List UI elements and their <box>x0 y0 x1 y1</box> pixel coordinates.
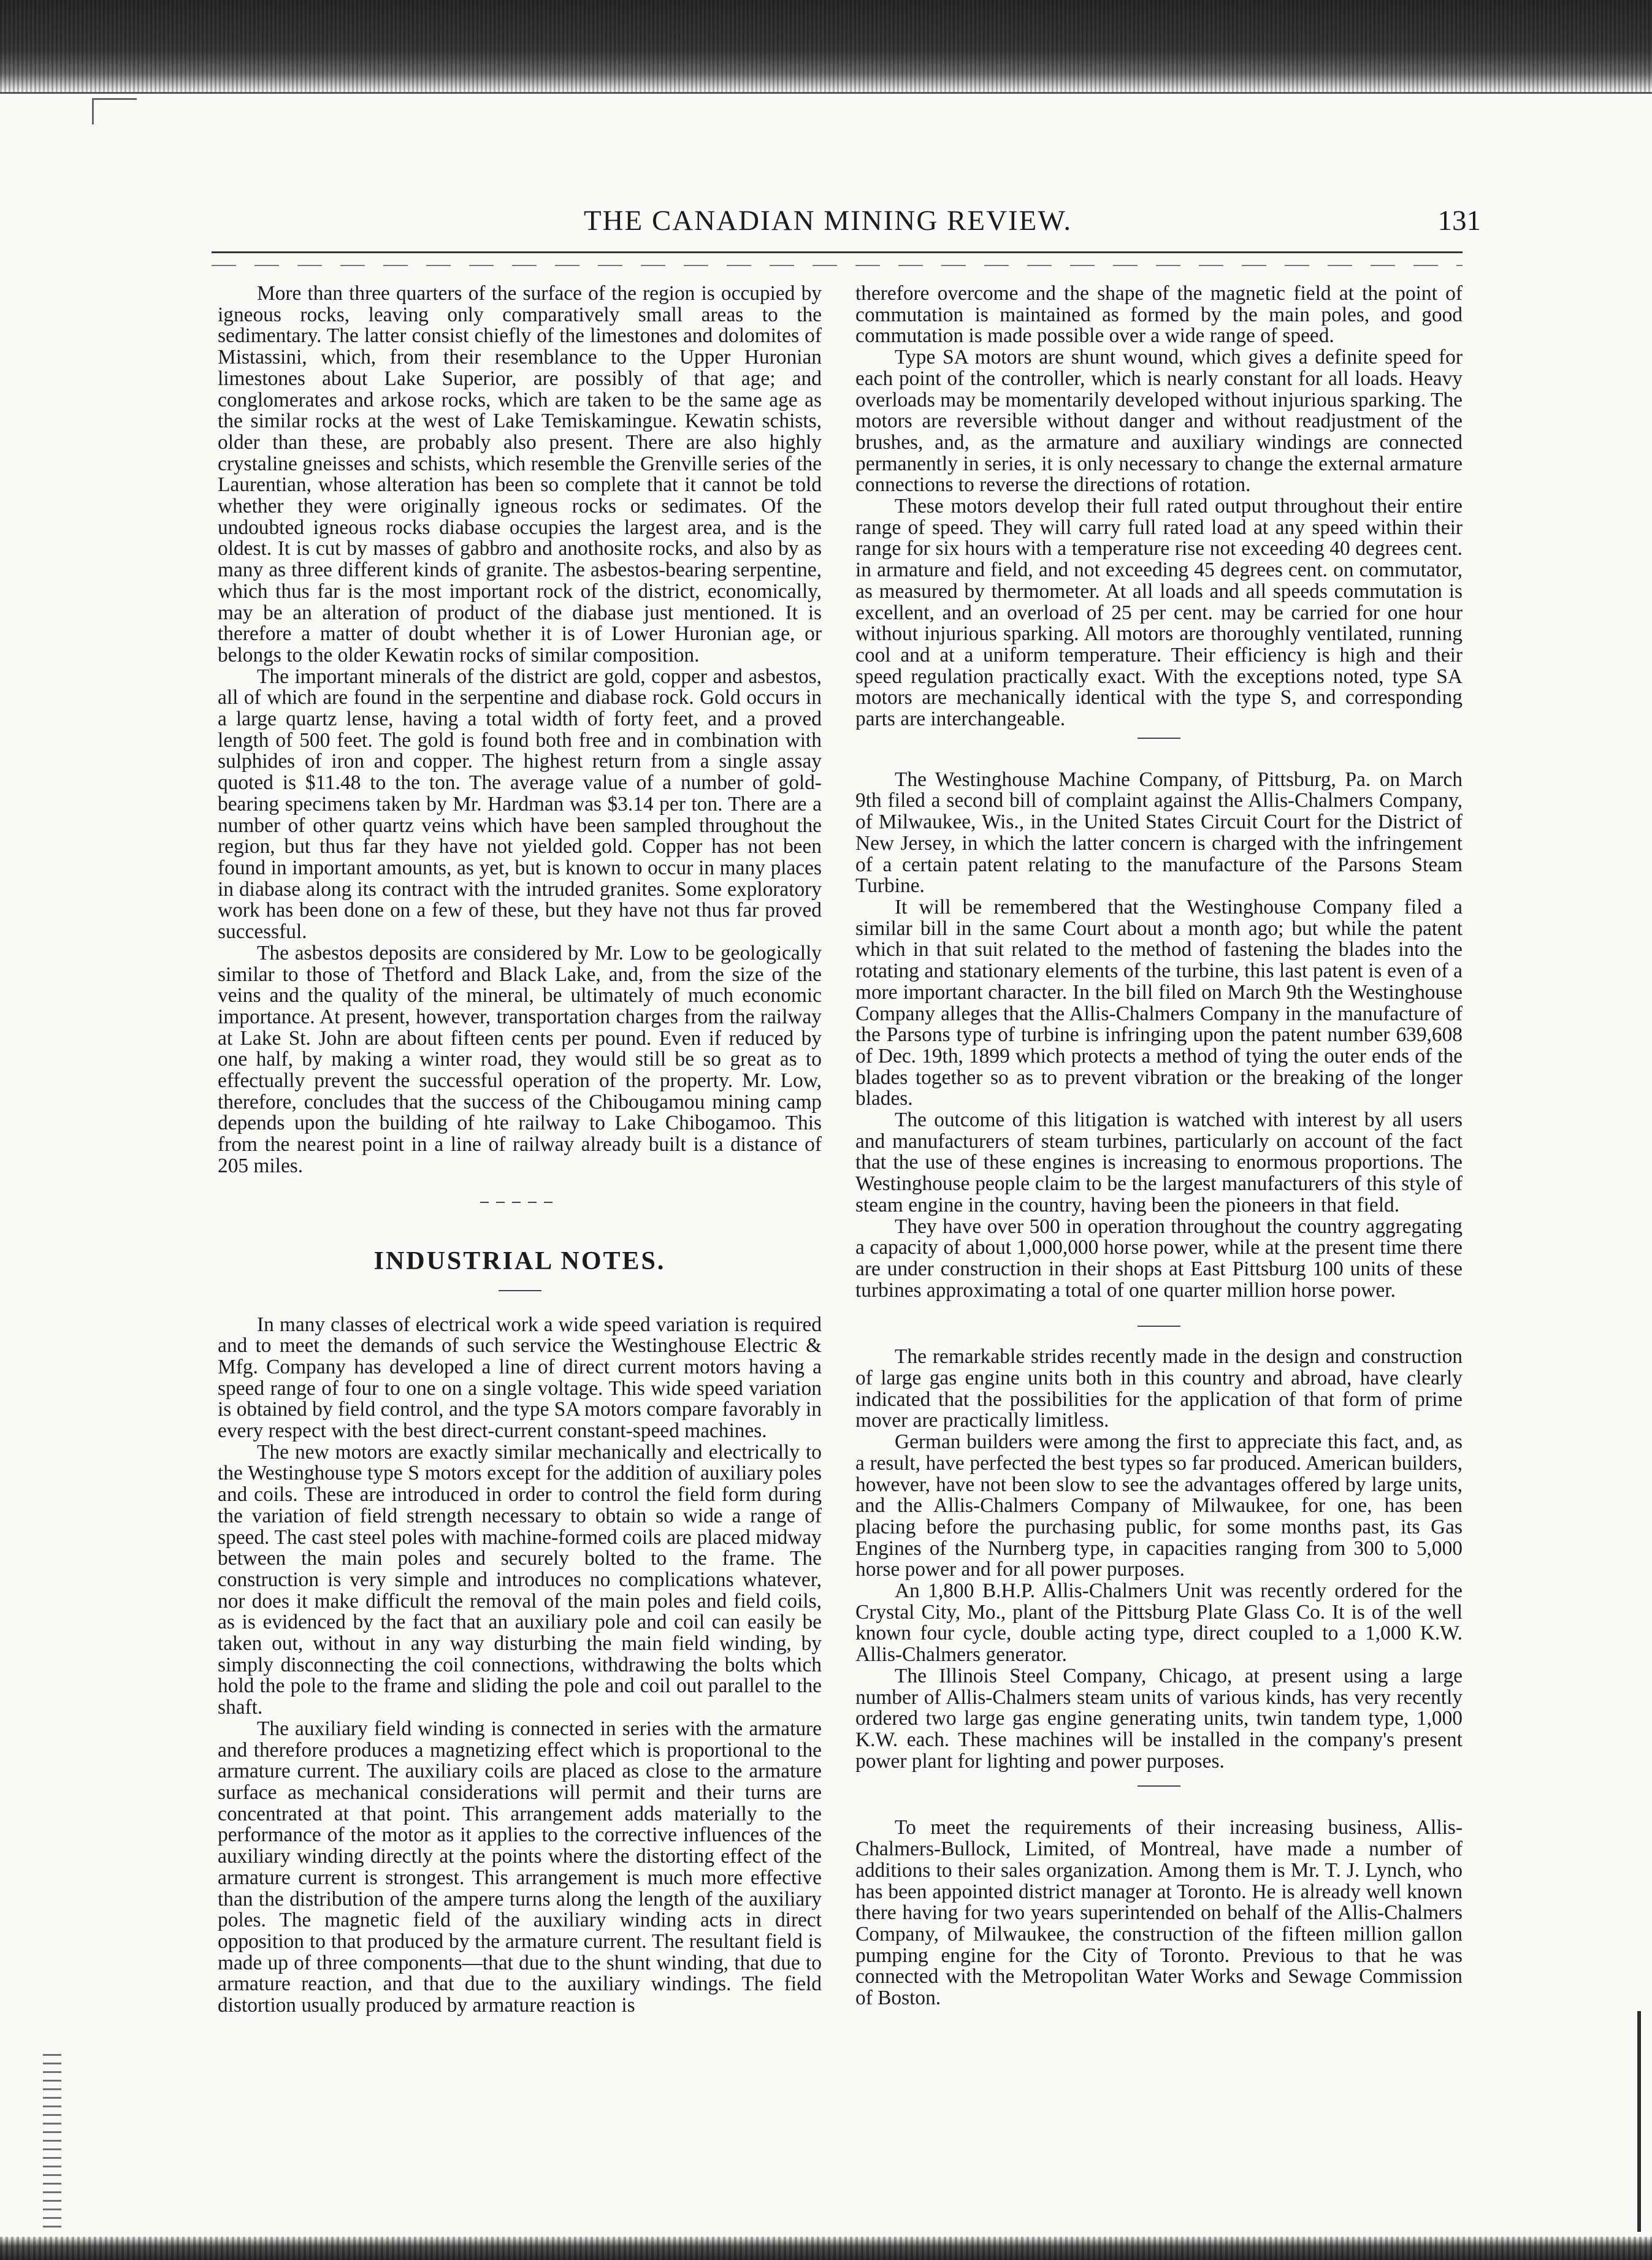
section-heading: INDUSTRIAL NOTES. <box>373 1246 666 1275</box>
paragraph: It will be remembered that the Westinghouse Company filed a similar bill in the same Court about a month ago; but while the patent which in that suit related to the method of fastening the blades into the rotating and stationary elements of the turbine, this last patent is even of a more important character. In the bill filed on March 9th the Westinghouse Company alleges that the Allis-Chalmers Company in the manufacture of the Parsons type of turbine is infringing upon the patent number 639,608 of Dec. 19th, 1899 which protects a method of tying the outer ends of the blades together so as to prevent vibration or the breaking of the longer blades. <box>855 895 1463 1110</box>
paragraph: These motors develop their full rated output throughout their entire range of speed. They will carry full rated load at any speed within their range for six hours with a temperature rise not exceeding 40 degrees cent. in armature and field, and not exceeding 45 degrees cent. on commutator, as measured by thermometer. At all loads and all speeds commutation is excellent, and an overload of 25 per cent. may be carried for one hour without injurious sparking. All motors are thoroughly ventilated, running cool and at a uniform temperature. Their efficiency is high and their speed regulation practically exact. With the exceptions noted, type SA motors are mechanically identical with the type S, and corresponding parts are interchangeable. <box>855 495 1463 731</box>
paragraph: The Westinghouse Machine Company, of Pittsburg, Pa. on March 9th filed a second bill of complaint against the Allis-Chalmers Company, of Milwaukee, Wis., in the United States Circuit Court for the District of New Jersey, in which the latter concern is charged with the infringement of a certain patent relating to the manufacture of the Parsons Steam Turbine. <box>855 768 1463 898</box>
paragraph: The auxiliary field winding is connected in series with the armature and therefore produces a magnetizing effect which is proportional to the armature current. The auxiliary coils are placed as close to the armature surface as mechanical considerations will permit and their turns are concentrated at that point. This arrangement adds materially to the performance of the motor as it applies to the corrective influences of the auxiliary winding directly at the points where the distorting effect of the armature current is strongest. This arrangement is much more effective than the distribution of the ampere turns along the length of the auxiliary poles. The magnetic field of the auxiliary winding acts in direct opposition to that produced by the armature current. The resultant field is made up of three components—that due to the shunt winding, that due to armature reaction, and that due to the auxiliary windings. The field distortion usually produced by armature reaction is <box>218 1717 822 2017</box>
paragraph: To meet the requirements of their increasing business, Allis-Chalmers-Bullock, Limited, of Montreal, have made a number of additions to their sales organization. Among them is Mr. T. J. Lynch, who has been appointed district manager at Toronto. He is already well known there having for two years superintended on behalf of the Allis-Chalmers Company, of Milwaukee, the construction of the fifteen million gallon pumping engine for the City of Toronto. Previous to that he was connected with the Metropolitan Water Works and Sewage Commission of Boston. <box>855 1816 1463 2010</box>
right-column <box>855 283 1463 2009</box>
page-title: THE CANADIAN MINING REVIEW. <box>583 205 1073 237</box>
paragraph: The new motors are exactly similar mechanically and electrically to the Westinghouse type S motors except for the addition of auxiliary poles and coils. These are introduced in order to control the field form during the variation of field strength necessary to obtain so wide a range of speed. The cast steel poles with machine-formed coils are placed midway between the main poles and securely bolted to the frame. The construction is very simple and introduces no complications whatever, nor does it make difficult the removal of the main poles and field coils, as is evidenced by the fact that an auxiliary pole and coil can easily be taken out, without in any way disturbing the main field winding, by simply disconnecting the coil connections, withdrawing the bolts which hold the pole to the frame and sliding the pole and coil out parallel to the shaft. <box>218 1440 822 1719</box>
scan-left-edge <box>43 2054 61 2232</box>
header-rule-dashed <box>212 265 1463 266</box>
paragraph: Type SA motors are shunt wound, which gives a definite speed for each point of the controller, which is nearly constant for all loads. Heavy overloads may be momentarily developed without injurious sparking. The motors are reversible without danger and without readjustment of the brushes, and, as the armature and auxiliary windings are connected permanently in series, it is only necessary to change the external armature connections to reverse the directions of rotation. <box>855 346 1463 497</box>
paragraph: The remarkable strides recently made in the design and construction of large gas engine units both in this country and abroad, have clearly indicated that the possibilities for the application of that form of prime mover are practically limitless. <box>855 1345 1463 1432</box>
paragraph: More than three quarters of the surface of the region is occupied by igneous rocks, leaving only comparatively small areas to the sedimentary. The latter consist chiefly of the limestones and dolomites of Mistassini, which, from their resemblance to the Upper Huronian limestones about Lake Superior, are possibly of that age; and conglomerates and arkose rocks, which are taken to be the same age as the similar rocks at the west of Lake Temiskamingue. Kewatin schists, older than these, are probably also present. There are also highly crystaline gneisses and schists, which resemble the Grenville series of the Laurentian, whose alteration has been so complete that it cannot be told whether they were originally igneous rocks or sedimates. Of the undoubted igneous rocks diabase occupies the largest area, and is the oldest. It is cut by masses of gabbro and anothosite rocks, and also by as many as three different kinds of granite. The asbestos-bearing serpentine, which thus far is the most important rock of the district, economically, may be an alteration of product of the diabase just mentioned. It is therefore a matter of doubt whether it is of Lower Huronian age, or belongs to the older Kewatin rocks of similar composition. <box>218 282 822 666</box>
paragraph: They have over 500 in operation throughout the country aggregating a capacity of about 1,000,000 horse power, while at the present time there are under construction in their shops at East Pittsburg 100 units of these turbines approximating a total of one quarter million horse power. <box>855 1215 1463 1302</box>
scan-corner-mark <box>92 98 137 124</box>
paragraph: The asbestos deposits are considered by Mr. Low to be geologically similar to those of Thetford and Black Lake, and, from the size of the veins and the quality of the mineral, be ultimately of much economic importance. At present, however, transportation charges from the railway at Lake St. John are about fifteen cents per pound. Even if reduced by one half, by making a winter road, they would still be so great as to effectually prevent the successful operation of the property. Mr. Low, therefore, concludes that the success of the Chibougamou mining camp depends upon the building of hte railway to Lake Chibogamoo. This from the nearest point in a line of railway already built is a distance of 205 miles. <box>218 941 822 1177</box>
paragraph: In many classes of electrical work a wide speed variation is required and to meet the demands of such service the Westinghouse Electric & Mfg. Company has developed a line of direct current motors having a speed range of four to one on a single voltage. This wide speed variation is obtained by field control, and the type SA motors compare favorably in every respect with the best direct-current constant-speed machines. <box>218 1313 822 1443</box>
paragraph: The Illinois Steel Company, Chicago, at present using a large number of Allis-Chalmers steam units of various kinds, has very recently ordered two large gas engine generating units, twin tandem type, 1,000 K.W. each. These machines will be installed in the company's present power plant for lighting and power purposes. <box>855 1664 1463 1773</box>
scan-bottom-border <box>0 2237 1652 2260</box>
paragraph: An 1,800 B.H.P. Allis-Chalmers Unit was recently ordered for the Crystal City, Mo., plant of the Pittsburg Plate Glass Co. It is of the well known four cycle, double acting type, direct coupled to a 1,000 K.W. Allis-Chalmers generator. <box>855 1579 1463 1666</box>
page-number: 131 <box>1437 205 1481 237</box>
scan-top-border <box>0 0 1652 92</box>
scan-right-edge <box>1637 2011 1641 2232</box>
paragraph: therefore overcome and the shape of the magnetic field at the point of commutation is maintained as formed by the main poles, and good commutation is made possible over a wide range of speed. <box>855 282 1463 348</box>
paragraph: The outcome of this litigation is watched with interest by all users and manufacturers of steam turbines, particularly on account of the fact that the use of these engines is increasing to enormous proportions. The Westinghouse people claim to be the largest manufacturers of this style of steam engine in the country, having been the pioneers in that field. <box>855 1109 1463 1216</box>
paragraph: German builders were among the first to appreciate this fact, and, as a result, have perfected the best types so far produced. American builders, however, have not been slow to see the advantages offered by large units, and the Allis-Chalmers Company of Milwaukee, for one, has been placing before the purchasing public, for some months past, its Gas Engines of the Nurnberg type, in capacities ranging from 300 to 5,000 horse power and for all power purposes. <box>855 1430 1463 1581</box>
left-column <box>218 283 822 2017</box>
scan-top-rule <box>0 92 1652 94</box>
paragraph: The important minerals of the district are gold, copper and asbestos, all of which are found in the serpentine and diabase rock. Gold occurs in a large quartz lense, having a total width of forty feet, and a proved length of 500 feet. The gold is found both free and in combination with sulphides of iron and copper. The highest return from a single assay quoted is $11.48 to the ton. The average value of a number of gold-bearing specimens taken by Mr. Hardman was $3.14 per ton. There are a number of other quartz veins which have been sampled throughout the region, but thus far they have not yielded gold. Copper has not been found in important amounts, as yet, but is known to occur in many places in diabase along its contract with the intruded granites. Some exploratory work has been done on a few of these, but they have not thus far proved successful. <box>218 665 822 944</box>
header-rule <box>212 251 1463 253</box>
